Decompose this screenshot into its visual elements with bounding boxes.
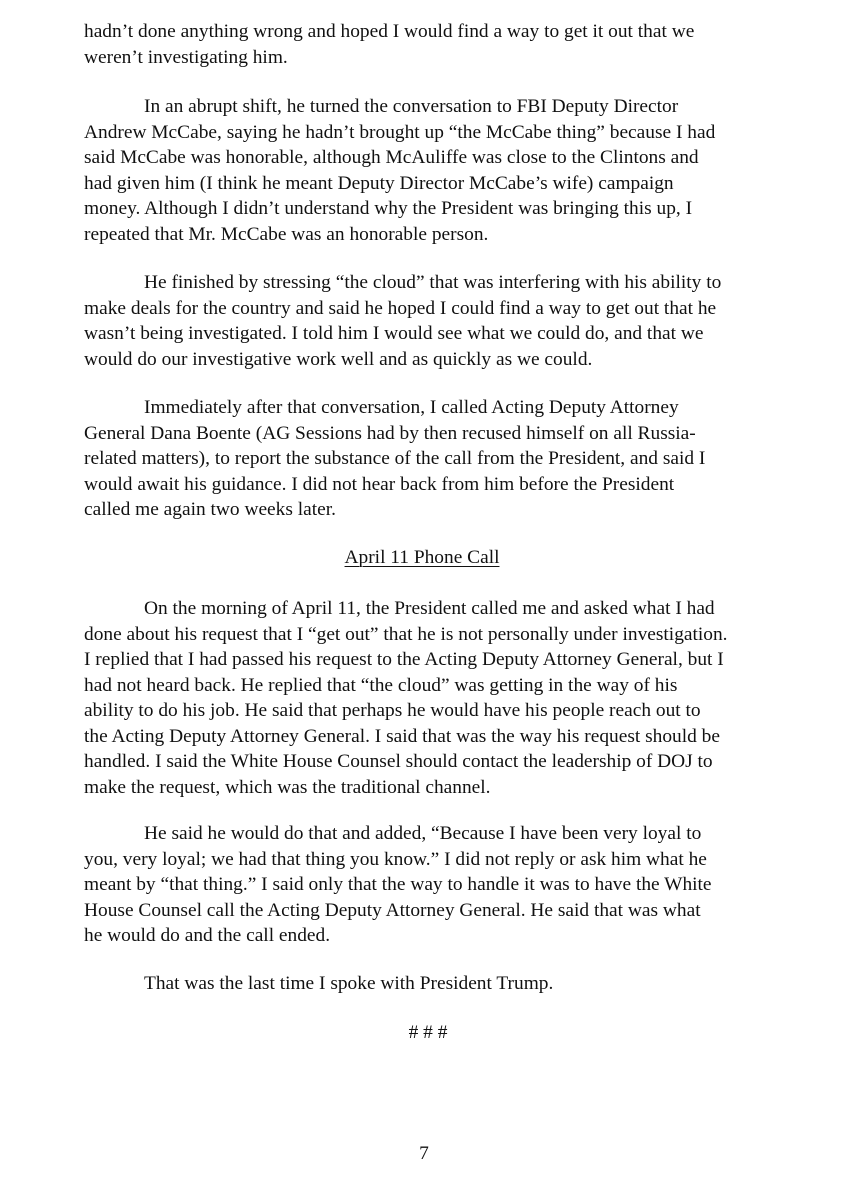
paragraph-line: weren’t investigating him. [84,46,288,68]
paragraph-line: repeated that Mr. McCabe was an honorable person. [84,223,489,245]
paragraph-line: you, very loyal; we had that thing you know.” I did not reply or ask him what he [84,848,707,870]
paragraph-line: wasn’t being investigated. I told him I would see what we could do, and that we [84,323,704,344]
paragraph-line: ability to do his job. He said that perhaps he would have his people reach out to [84,700,701,721]
paragraph-line: Immediately after that conversation, I called Acting Deputy Attorney [144,397,679,418]
paragraph-3 [84,270,804,372]
paragraph-line: He finished by stressing “the cloud” that was interfering with his ability to [144,272,722,293]
paragraph-line: had given him (I think he meant Deputy Director McCabe’s wife) campaign [84,172,674,194]
paragraph-line: In an abrupt shift, he turned the conversation to FBI Deputy Director [144,96,679,117]
paragraph-line: said McCabe was honorable, although McAuliffe was close to the Clintons and [84,147,699,168]
paragraph-line: House Counsel call the Acting Deputy Attorney General. He said that was what [84,899,701,921]
paragraph-line: the Acting Deputy Attorney General. I said that was the way his request should be [84,725,720,747]
end-mark: # # # [408,1022,448,1043]
paragraph-line: would do our investigative work well and as quickly as we could. [84,348,593,370]
page-number: 7 [419,1143,429,1164]
paragraph-line: On the morning of April 11, the President called me and asked what I had [144,598,715,619]
paragraph-line: That was the last time I spoke with President Trump. [144,973,554,994]
paragraph-6 [84,821,804,949]
paragraph-line: would await his guidance. I did not hear back from him before the President [84,473,675,495]
paragraph-line: done about his request that I “get out” that he is not personally under investigation. [84,623,728,645]
paragraph-1 [84,19,804,70]
paragraph-line: meant by “that thing.” I said only that the way to handle it was to have the White [84,874,712,895]
section-heading [0,545,844,571]
paragraph-line: make the request, which was the traditional channel. [84,776,491,798]
paragraph-line: money. Although I didn’t understand why the President was bringing this up, I [84,198,693,219]
paragraph-line: hadn’t done anything wrong and hoped I would find a way to get it out that we [84,21,695,42]
paragraph-2 [84,94,804,247]
paragraph-line: called me again two weeks later. [84,499,336,520]
paragraph-line: Andrew McCabe, saying he hadn’t brought up “the McCabe thing” because I had [84,121,716,143]
paragraph-line: had not heard back. He replied that “the cloud” was getting in the way of his [84,674,678,696]
paragraph-line: related matters), to report the substance of the call from the President, and said I [84,448,706,469]
paragraph-line: make deals for the country and said he hoped I could find a way to get out that he [84,297,717,319]
paragraph-line: he would do and the call ended. [84,925,331,946]
paragraph-line: General Dana Boente (AG Sessions had by then recused himself on all Russia- [84,422,696,444]
section-heading-text: April 11 Phone Call [344,547,500,568]
paragraph-5 [84,596,804,800]
paragraph-7 [84,971,804,997]
paragraph-line: He said he would do that and added, “Because I have been very loyal to [144,823,702,844]
paragraph-line: handled. I said the White House Counsel should contact the leadership of DOJ to [84,751,713,772]
paragraph-line: I replied that I had passed his request to the Acting Deputy Attorney General, but I [84,649,724,670]
paragraph-4 [84,395,804,523]
